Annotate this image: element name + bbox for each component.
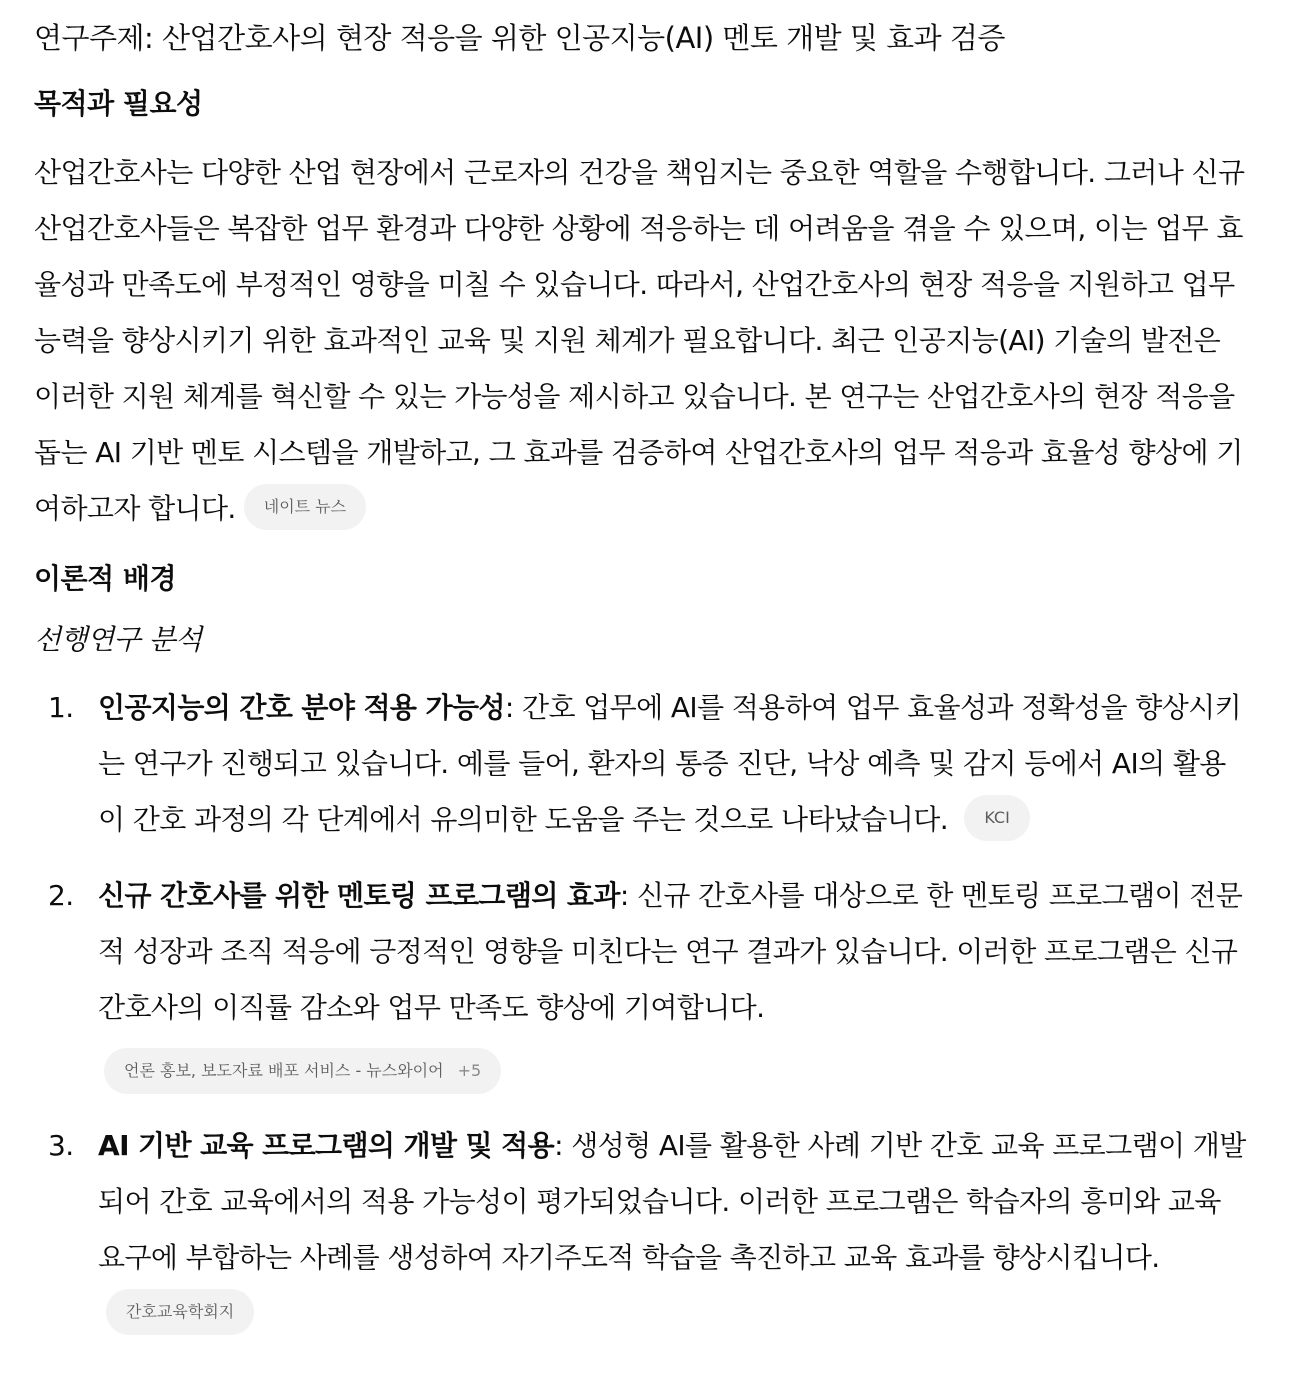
citation-chip[interactable]: 네이트 뉴스 [244, 484, 366, 530]
purpose-text: 산업간호사는 다양한 산업 현장에서 근로자의 건강을 책임지는 중요한 역할을 수행합니다. 그러나 신규 산업간호사들은 복잡한 업무 환경과 다양한 상황에 적응하는 데 어려움을 겪을 수 있으며, 이는 업무 효율성과 만족도에 부정적인 영향을 미칠 수 있습니다. 따라서, 산업간호사의 현장 적응을 지원하고 업무 능력을 향상시키기 위한 효과적인 교육 및 지원 체계가 필요합니다. 최근 인공지능(AI) 기술의 발전은 이러한 지원 체계를 혁신할 수 있는 가능성을 제시하고 있습니다. 본 연구는 산업간호사의 현장 적응을 돕는 AI 기반 멘토 시스템을 개발하고, 그 효과를 검증하여 산업간호사의 업무 적응과 효율성 향상에 기여하고자 합니다. [34, 156, 1245, 525]
list-item-text: : 생성형 AI를 활용한 사례 기반 간호 교육 프로그램이 개발되어 간호 교육에서의 적용 가능성이 평가되었습니다. 이러한 프로그램은 학습자의 흥미와 교육 요구에 부합하는 사례를 생성하여 자기주도적 학습을 촉진하고 교육 효과를 향상시킵니다. [98, 1129, 1246, 1274]
section-heading-theory: 이론적 배경 [34, 562, 176, 595]
list-number: 2. [48, 879, 74, 912]
list-number: 3. [48, 1129, 74, 1162]
citation-chip[interactable]: KCI [964, 795, 1030, 841]
citation-chip[interactable] [104, 1048, 501, 1094]
list-item-term: 인공지능의 간호 분야 적용 가능성 [98, 691, 505, 724]
prior-research-list [34, 680, 1248, 1342]
purpose-paragraph [34, 145, 1248, 537]
subheading-prior-research: 선행연구 분석 [34, 623, 202, 656]
list-number: 1. [48, 691, 74, 724]
list-item [34, 868, 1248, 1098]
list-item-term: AI 기반 교육 프로그램의 개발 및 적용 [98, 1129, 555, 1162]
section-heading-purpose: 목적과 필요성 [34, 87, 203, 120]
citation-source: 언론 홍보, 보도자료 배포 서비스 - 뉴스와이어 [124, 1061, 444, 1080]
list-item [34, 680, 1248, 848]
list-item-text: : 간호 업무에 AI를 적용하여 업무 효율성과 정확성을 향상시키는 연구가 진행되고 있습니다. 예를 들어, 환자의 통증 진단, 낙상 예측 및 감지 등에서 AI의 활용이 간호 과정의 각 단계에서 유의미한 도움을 주는 것으로 나타났습니다. [98, 691, 1242, 836]
research-topic: 연구주제: 산업간호사의 현장 적응을 위한 인공지능(AI) 멘토 개발 및 효과 검증 [34, 21, 1005, 55]
citation-chip[interactable]: 간호교육학회지 [106, 1289, 254, 1335]
list-item-term: 신규 간호사를 위한 멘토링 프로그램의 효과 [98, 879, 620, 912]
list-item [34, 1118, 1248, 1342]
citation-more-count: +5 [457, 1061, 482, 1080]
citation-row [98, 1042, 1248, 1098]
list-item-text: : 신규 간호사를 대상으로 한 멘토링 프로그램이 전문적 성장과 조직 적응에 긍정적인 영향을 미친다는 연구 결과가 있습니다. 이러한 프로그램은 신규 간호사의 이직률 감소와 업무 만족도 향상에 기여합니다. [98, 879, 1243, 1024]
